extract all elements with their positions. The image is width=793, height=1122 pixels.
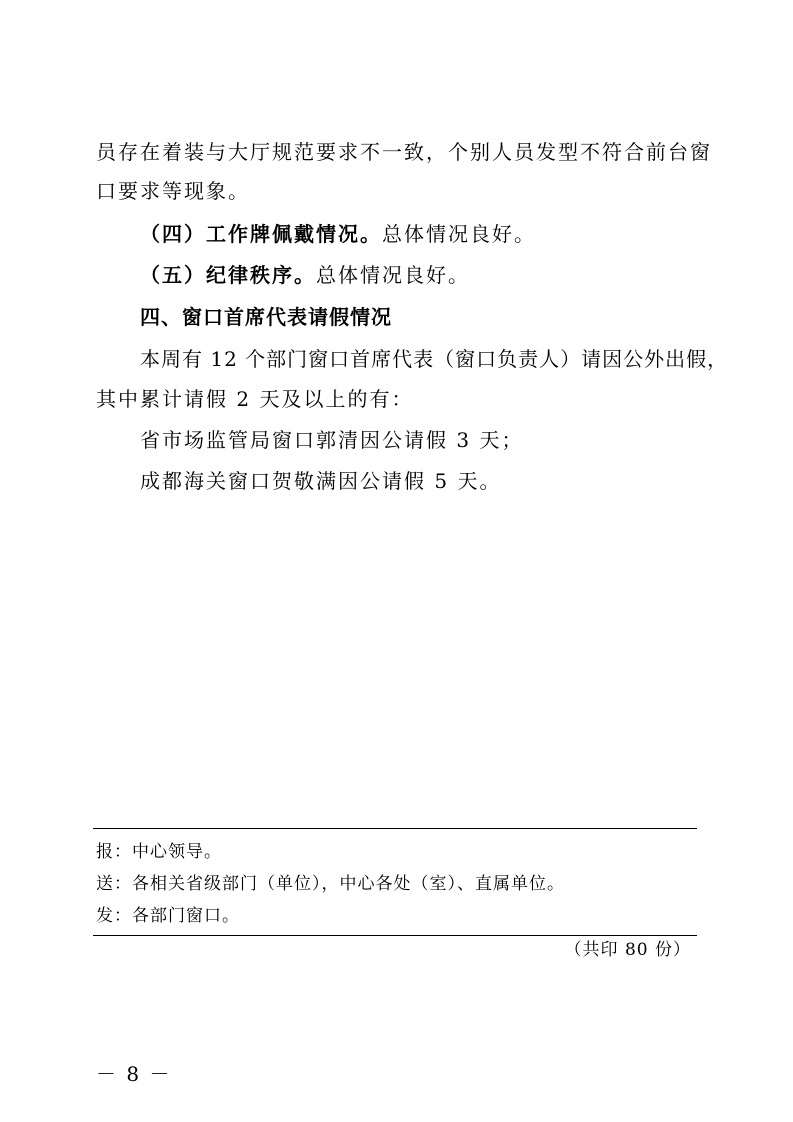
- paragraph-line: 本周有 12 个部门窗口首席代表（窗口负责人）请因公外出假，: [140, 347, 729, 371]
- divider-top: [93, 828, 697, 829]
- item-5-label: （五）纪律秩序。: [140, 263, 316, 287]
- page-number: － 8 －: [96, 1062, 172, 1086]
- report-to: 报：中心领导。: [96, 842, 222, 862]
- paragraph-line: 口要求等现象。: [96, 179, 250, 203]
- send-to: 送：各相关省级部门（单位），中心各处（室）、直属单位。: [96, 874, 565, 894]
- paragraph-line: 员存在着装与大厅规范要求不一致，个别人员发型不符合前台窗: [96, 140, 712, 164]
- divider-bottom: [93, 935, 697, 936]
- copies-count: （共印 80 份）: [564, 940, 691, 960]
- leave-list-item: 成都海关窗口贺敬满因公请假 5 天。: [140, 469, 502, 493]
- section-heading: 四、窗口首席代表请假情况: [140, 305, 392, 329]
- item-4-label: （四）工作牌佩戴情况。: [140, 222, 382, 246]
- issue-to: 发：各部门窗口。: [96, 906, 240, 926]
- item-5-line: [140, 261, 470, 289]
- leave-list-item: 省市场监管局窗口郭清因公请假 3 天；: [140, 428, 524, 452]
- item-5-text: 总体情况良好。: [316, 263, 470, 287]
- paragraph-line: 其中累计请假 2 天及以上的有：: [96, 387, 414, 411]
- item-4-text: 总体情况良好。: [382, 222, 536, 246]
- item-4-line: [140, 220, 536, 248]
